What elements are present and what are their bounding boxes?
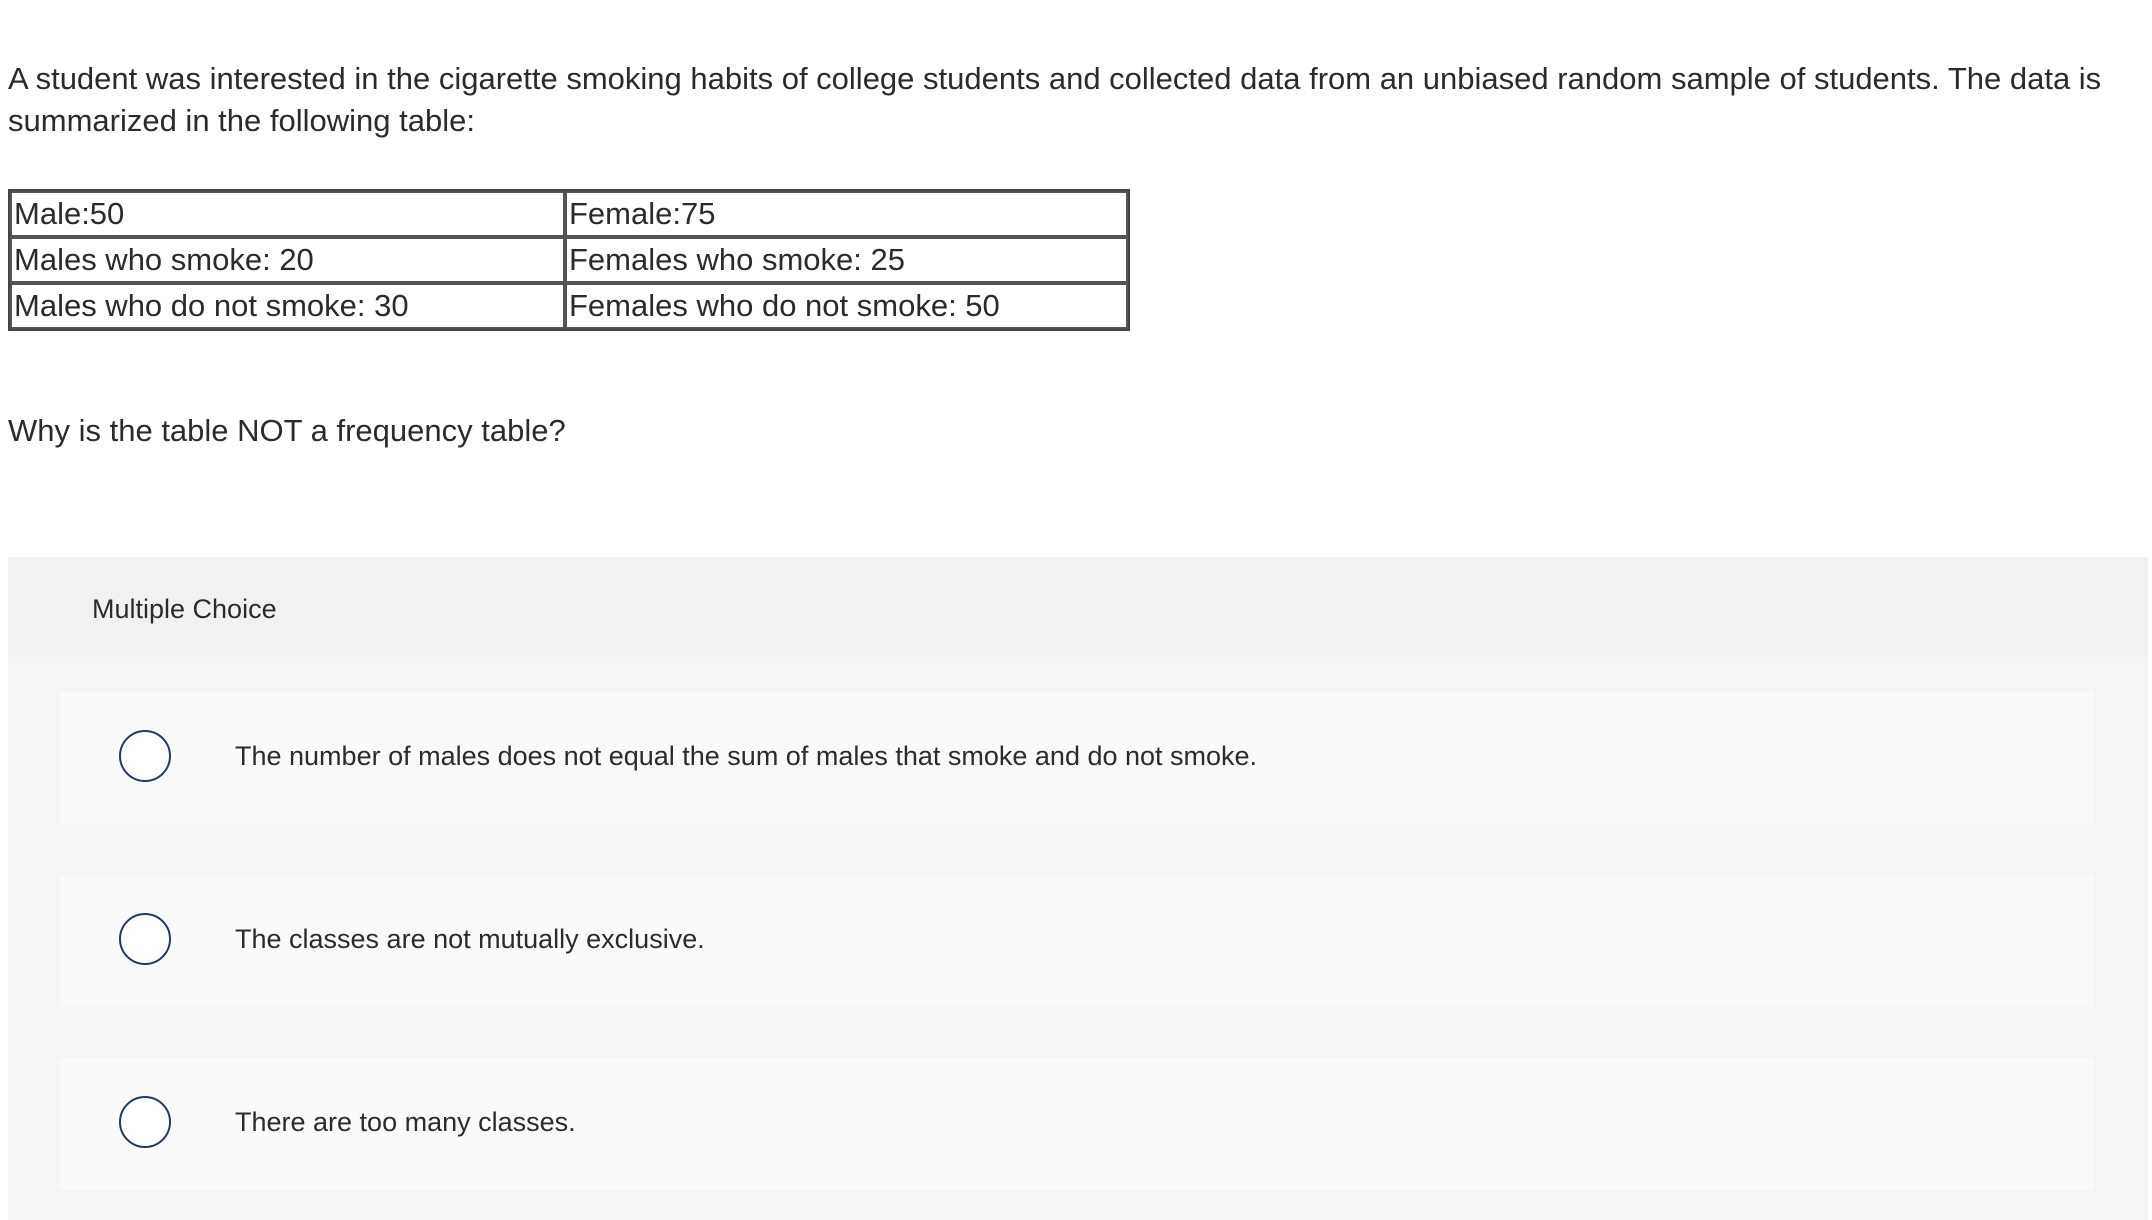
radio-button-icon[interactable] — [119, 730, 171, 782]
table-cell: Females who do not smoke: 50 — [565, 283, 1128, 329]
table-cell: Male:50 — [10, 191, 565, 237]
answer-option-label: The number of males does not equal the sum of males that smoke and do not smoke. — [235, 741, 1258, 771]
answer-option-2[interactable] — [60, 875, 2094, 1007]
answer-option-3[interactable] — [60, 1058, 2094, 1190]
multiple-choice-panel — [8, 557, 2148, 1220]
data-table — [8, 189, 1130, 331]
table-row — [10, 283, 1128, 329]
table-cell: Female:75 — [565, 191, 1128, 237]
answer-option-1[interactable] — [60, 692, 2094, 824]
radio-button-icon[interactable] — [119, 1096, 171, 1148]
table-cell: Males who do not smoke: 30 — [10, 283, 565, 329]
answer-option-label: The classes are not mutually exclusive. — [235, 924, 705, 954]
multiple-choice-header — [8, 557, 2148, 657]
table-row — [10, 237, 1128, 283]
answer-option-label: There are too many classes. — [235, 1107, 576, 1137]
table-row — [10, 191, 1128, 237]
question-text: A student was interested in the cigarette smoking habits of college students and collected data from an unbiased random sample of students. The data is summarized in the following table: — [8, 61, 2102, 138]
radio-button-icon[interactable] — [119, 913, 171, 965]
question-prompt: Why is the table NOT a frequency table? — [8, 413, 566, 448]
multiple-choice-title: Multiple Choice — [92, 594, 277, 624]
table-cell: Females who smoke: 25 — [565, 237, 1128, 283]
table-cell: Males who smoke: 20 — [10, 237, 565, 283]
